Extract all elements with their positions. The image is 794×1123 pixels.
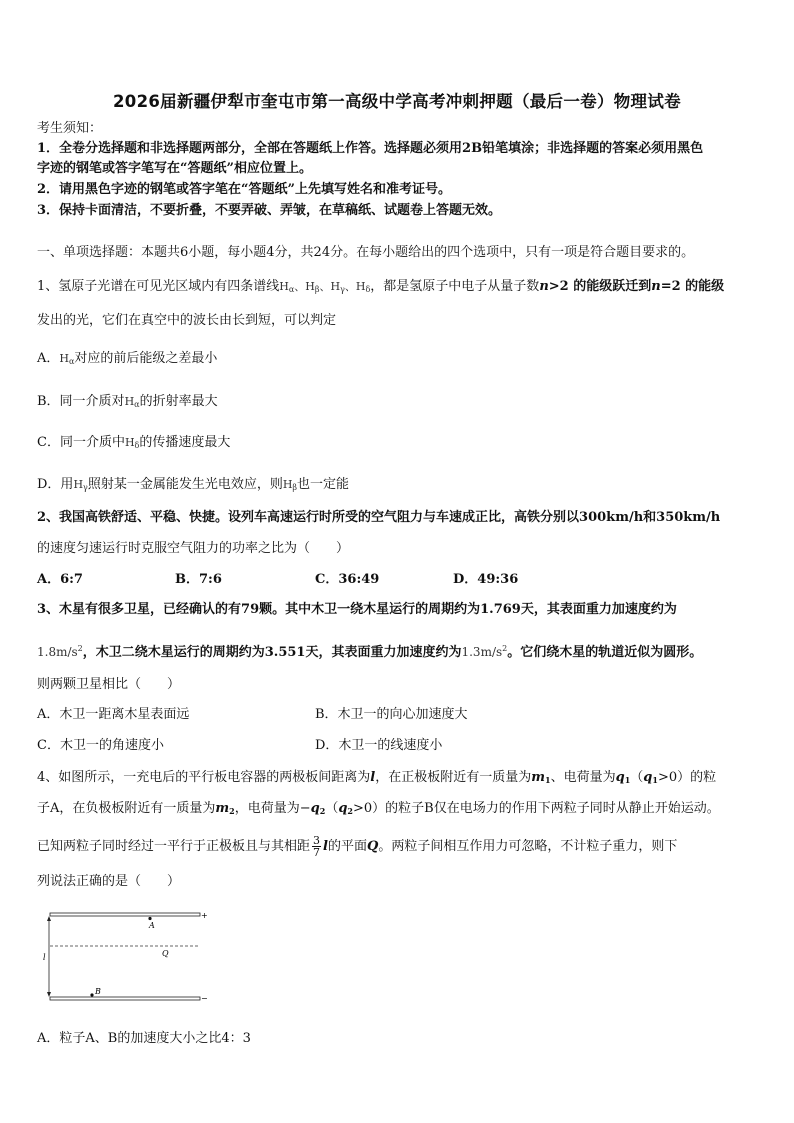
negative-plate <box>50 997 200 1000</box>
q4-stem-line3: 已知两粒子同时经过一平行于正极板且与其相距 $\frac{3}{7}$ l的平面Q。两粒子间相互作用力可忽略，不计粒子重力，则下 <box>37 834 678 859</box>
notice-item-3: 3．保持卡面清洁，不要折叠，不要弄破、弄皱，在草稿纸、试题卷上答题无效。 <box>37 203 502 218</box>
notice-heading: 考生须知： <box>37 121 103 136</box>
label-l: l <box>43 953 46 962</box>
label-a: A <box>149 921 155 930</box>
notice-item-1: 1．全卷分选择题和非选择题两部分，全部在答题纸上作答。选择题必须用2B铅笔填涂；非选择题的答案必须用黑色 <box>37 141 704 156</box>
q2-stem-line1: 2、我国高铁舒适、平稳、快捷。设列车高速运行时所受的空气阻力与车速成正比，高铁分别以300km/h和350km/h <box>37 510 721 525</box>
q3-option-a: A．木卫一距离木星表面远 <box>37 707 190 722</box>
q2-option-d: D．49:36 <box>453 572 519 587</box>
q3-option-d: D．木卫一的线速度小 <box>315 738 443 753</box>
q2-option-b: B．7:6 <box>175 572 222 587</box>
q2-stem-line2: 的速度匀速运行时克服空气阻力的功率之比为（ ） <box>37 541 350 556</box>
arrow-up-icon <box>47 916 51 921</box>
q1-option-c: C．同一介质中$H_\delta$的传播速度最大 <box>37 435 231 450</box>
positive-plate <box>50 913 200 916</box>
label-q: Q <box>162 949 169 958</box>
fraction-3-7: $\frac{3}{7}$ <box>313 834 321 859</box>
q4-stem-line1: 4、如图所示，一充电后的平行板电容器的两极板间距离为l，在正极板附近有一质量为$m_1$、电荷量为$q_1(q_1>0)$的粒 <box>37 770 717 785</box>
capacitor-diagram <box>40 906 210 1006</box>
q3-stem-line1: 3、木星有很多卫星，已经确认的有79颗。其中木卫一绕木星运行的周期约为1.769天，其表面重力加速度约为 <box>37 602 677 617</box>
q3-option-c: C．木卫一的角速度小 <box>37 738 164 753</box>
q1-option-b: B．同一介质对$H_\alpha$的折射率最大 <box>37 394 218 409</box>
plus-sign: + <box>201 911 208 920</box>
q4-stem-line2: 子A，在负极板附近有一质量为$m_2$，电荷量为$-q_2(q_2>0)$的粒子B仅在电场力的作用下两粒子同时从静止开始运动。 <box>37 801 720 816</box>
q3-stem-line2: $1.8m/s^2$，木卫二绕木星运行的周期约为3.551天，其表面重力加速度约为$1.3m/s^2$。它们绕木星的轨道近似为圆形。 <box>37 644 703 660</box>
section-heading: 一、单项选择题：本题共6小题，每小题4分，共24分。在每小题给出的四个选项中，只有一项是符合题目要求的。 <box>37 245 695 260</box>
q4-option-a: A．粒子A、B的加速度大小之比4：3 <box>37 1031 251 1046</box>
notice-item-1-cont: 字迹的钢笔或答字笔写在“答题纸”相应位置上。 <box>37 161 312 176</box>
arrow-down-icon <box>47 992 51 997</box>
q1-stem-line2: 发出的光，它们在真空中的波长由长到短，可以判定 <box>37 313 337 328</box>
particle-a <box>148 917 151 920</box>
minus-sign: − <box>201 994 208 1003</box>
notice-item-2: 2．请用黑色字迹的钢笔或答字笔在“答题纸”上先填写姓名和准考证号。 <box>37 182 452 197</box>
q3-option-b: B．木卫一的向心加速度大 <box>315 707 468 722</box>
q1-option-d: D．用$H_\gamma$照射某一金属能发生光电效应，则$H_\beta$也一定能 <box>37 477 350 492</box>
label-b: B <box>95 987 101 996</box>
q1-option-a: A．$H_\alpha$对应的前后能级之差最小 <box>37 351 218 366</box>
q1-stem-line1: 1、氢原子光谱在可见光区域内有四条谱线$H_\alpha$、$H_\beta$、$H_\gamma$、$H_\delta$，都是氢原子中电子从量子数n>2 的能级跃迁到n=2 的能级 <box>37 279 725 294</box>
q2-option-a: A．6:7 <box>37 572 83 587</box>
particle-b <box>90 993 93 996</box>
q2-option-c: C．36:49 <box>315 572 380 587</box>
page-title: 2026届新疆伊犁市奎屯市第一高级中学高考冲刺押题（最后一卷）物理试卷 <box>113 92 681 111</box>
q4-stem-line4: 列说法正确的是（ ） <box>37 874 181 889</box>
q3-stem-line3: 则两颗卫星相比（ ） <box>37 677 181 692</box>
